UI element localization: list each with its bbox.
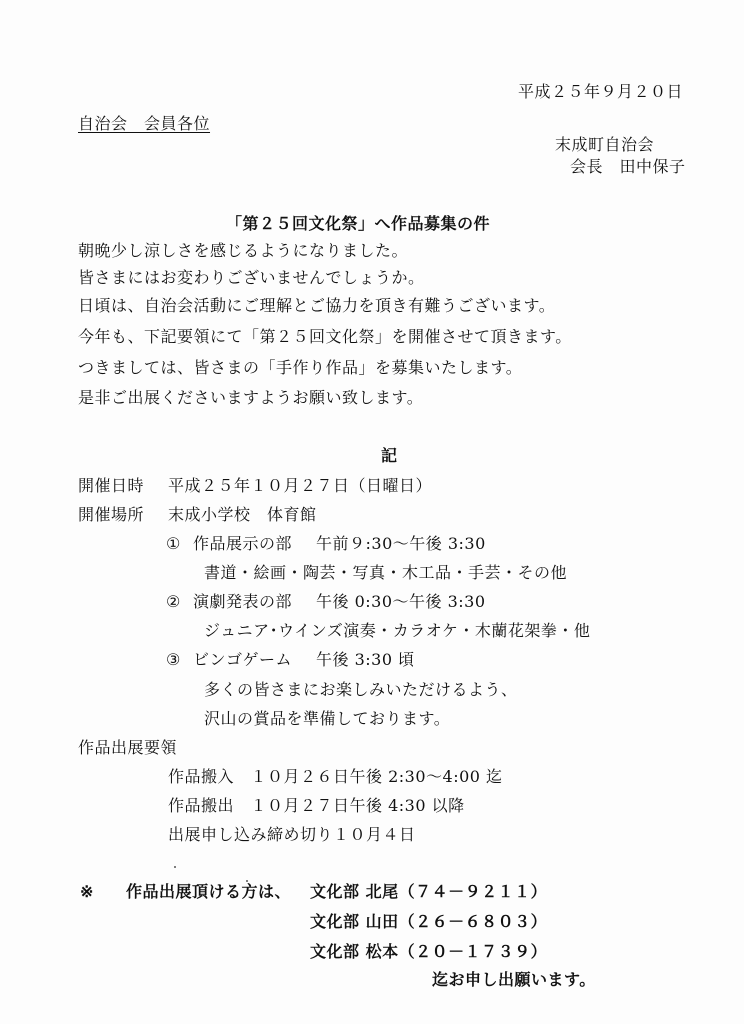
recipient: 自治会 会員各位 [78,114,211,133]
program-item-name: ビンゴゲーム [193,650,293,669]
contact-lead: 作品出展頂ける方は、 [126,882,292,901]
program-item-number: ② [166,592,181,611]
body-line: 日頃は、自治会活動にご理解とご協力を頂き有難うございます。 [78,296,556,315]
body-line: つきましては、皆さまの「手作り作品」を募集いたします。 [78,358,523,377]
document-date: 平成２５年９月２０日 [518,82,684,101]
sender-organization: 末成町自治会 [555,135,655,154]
contact-person: 文化部 松本（２０－１７３９） [310,942,548,961]
program-item-number: ③ [166,650,181,669]
event-place-label: 開催場所 [78,505,145,524]
document-title: 「第２５回文化祭」へ作品募集の件 [226,214,491,233]
program-item-name: 作品展示の部 [193,534,293,553]
program-item-time: 午後 3:30 頃 [316,650,415,669]
event-place-value: 末成小学校 体育館 [168,505,317,524]
ki-heading: 記 [381,446,398,465]
program-item-time: 午前９:30～午後 3:30 [316,534,486,553]
program-item-detail: 書道・絵画・陶芸・写真・木工品・手芸・その他 [204,563,568,582]
program-item-number: ① [166,534,181,553]
guideline-line: 作品搬入 １０月２６日午後 2:30～4:00 迄 [168,767,503,786]
guidelines-heading: 作品出展要領 [78,738,178,757]
body-line: 今年も、下記要領にて「第２５回文化祭」を開催させて頂きます。 [78,327,572,346]
sender-name: 会長 田中保子 [570,157,686,176]
note-mark: ※ [80,882,94,901]
contact-person: 文化部 北尾（７４－９２１１） [310,882,548,901]
contact-closing: 迄お申し出願います。 [432,970,596,989]
scan-speck [174,866,176,868]
guideline-line: 出展申し込み締め切り１０月４日 [168,825,416,844]
body-line: 朝晩少し涼しさを感じるようになりました。 [78,241,409,260]
scan-speck [246,880,248,882]
program-item-name: 演劇発表の部 [193,592,293,611]
event-date-label: 開催日時 [78,476,145,495]
program-item-detail: 沢山の賞品を準備しております。 [204,709,451,728]
program-item-detail: 多くの皆さまにお楽しみいただけるよう、 [204,680,518,699]
program-item-detail: ジュニア･ウインズ演奏・カラオケ・木蘭花架拳・他 [204,621,591,640]
body-line: 是非ご出展くださいますようお願い致します。 [78,388,424,407]
program-item-time: 午後 0:30～午後 3:30 [316,592,486,611]
guideline-line: 作品搬出 １０月２７日午後 4:30 以降 [168,796,465,815]
contact-person: 文化部 山田（２６－６８０３） [310,912,548,931]
event-date-value: 平成２５年１０月２７日（日曜日） [168,476,433,495]
body-line: 皆さまにはお変わりございませんでしょうか。 [78,268,425,287]
